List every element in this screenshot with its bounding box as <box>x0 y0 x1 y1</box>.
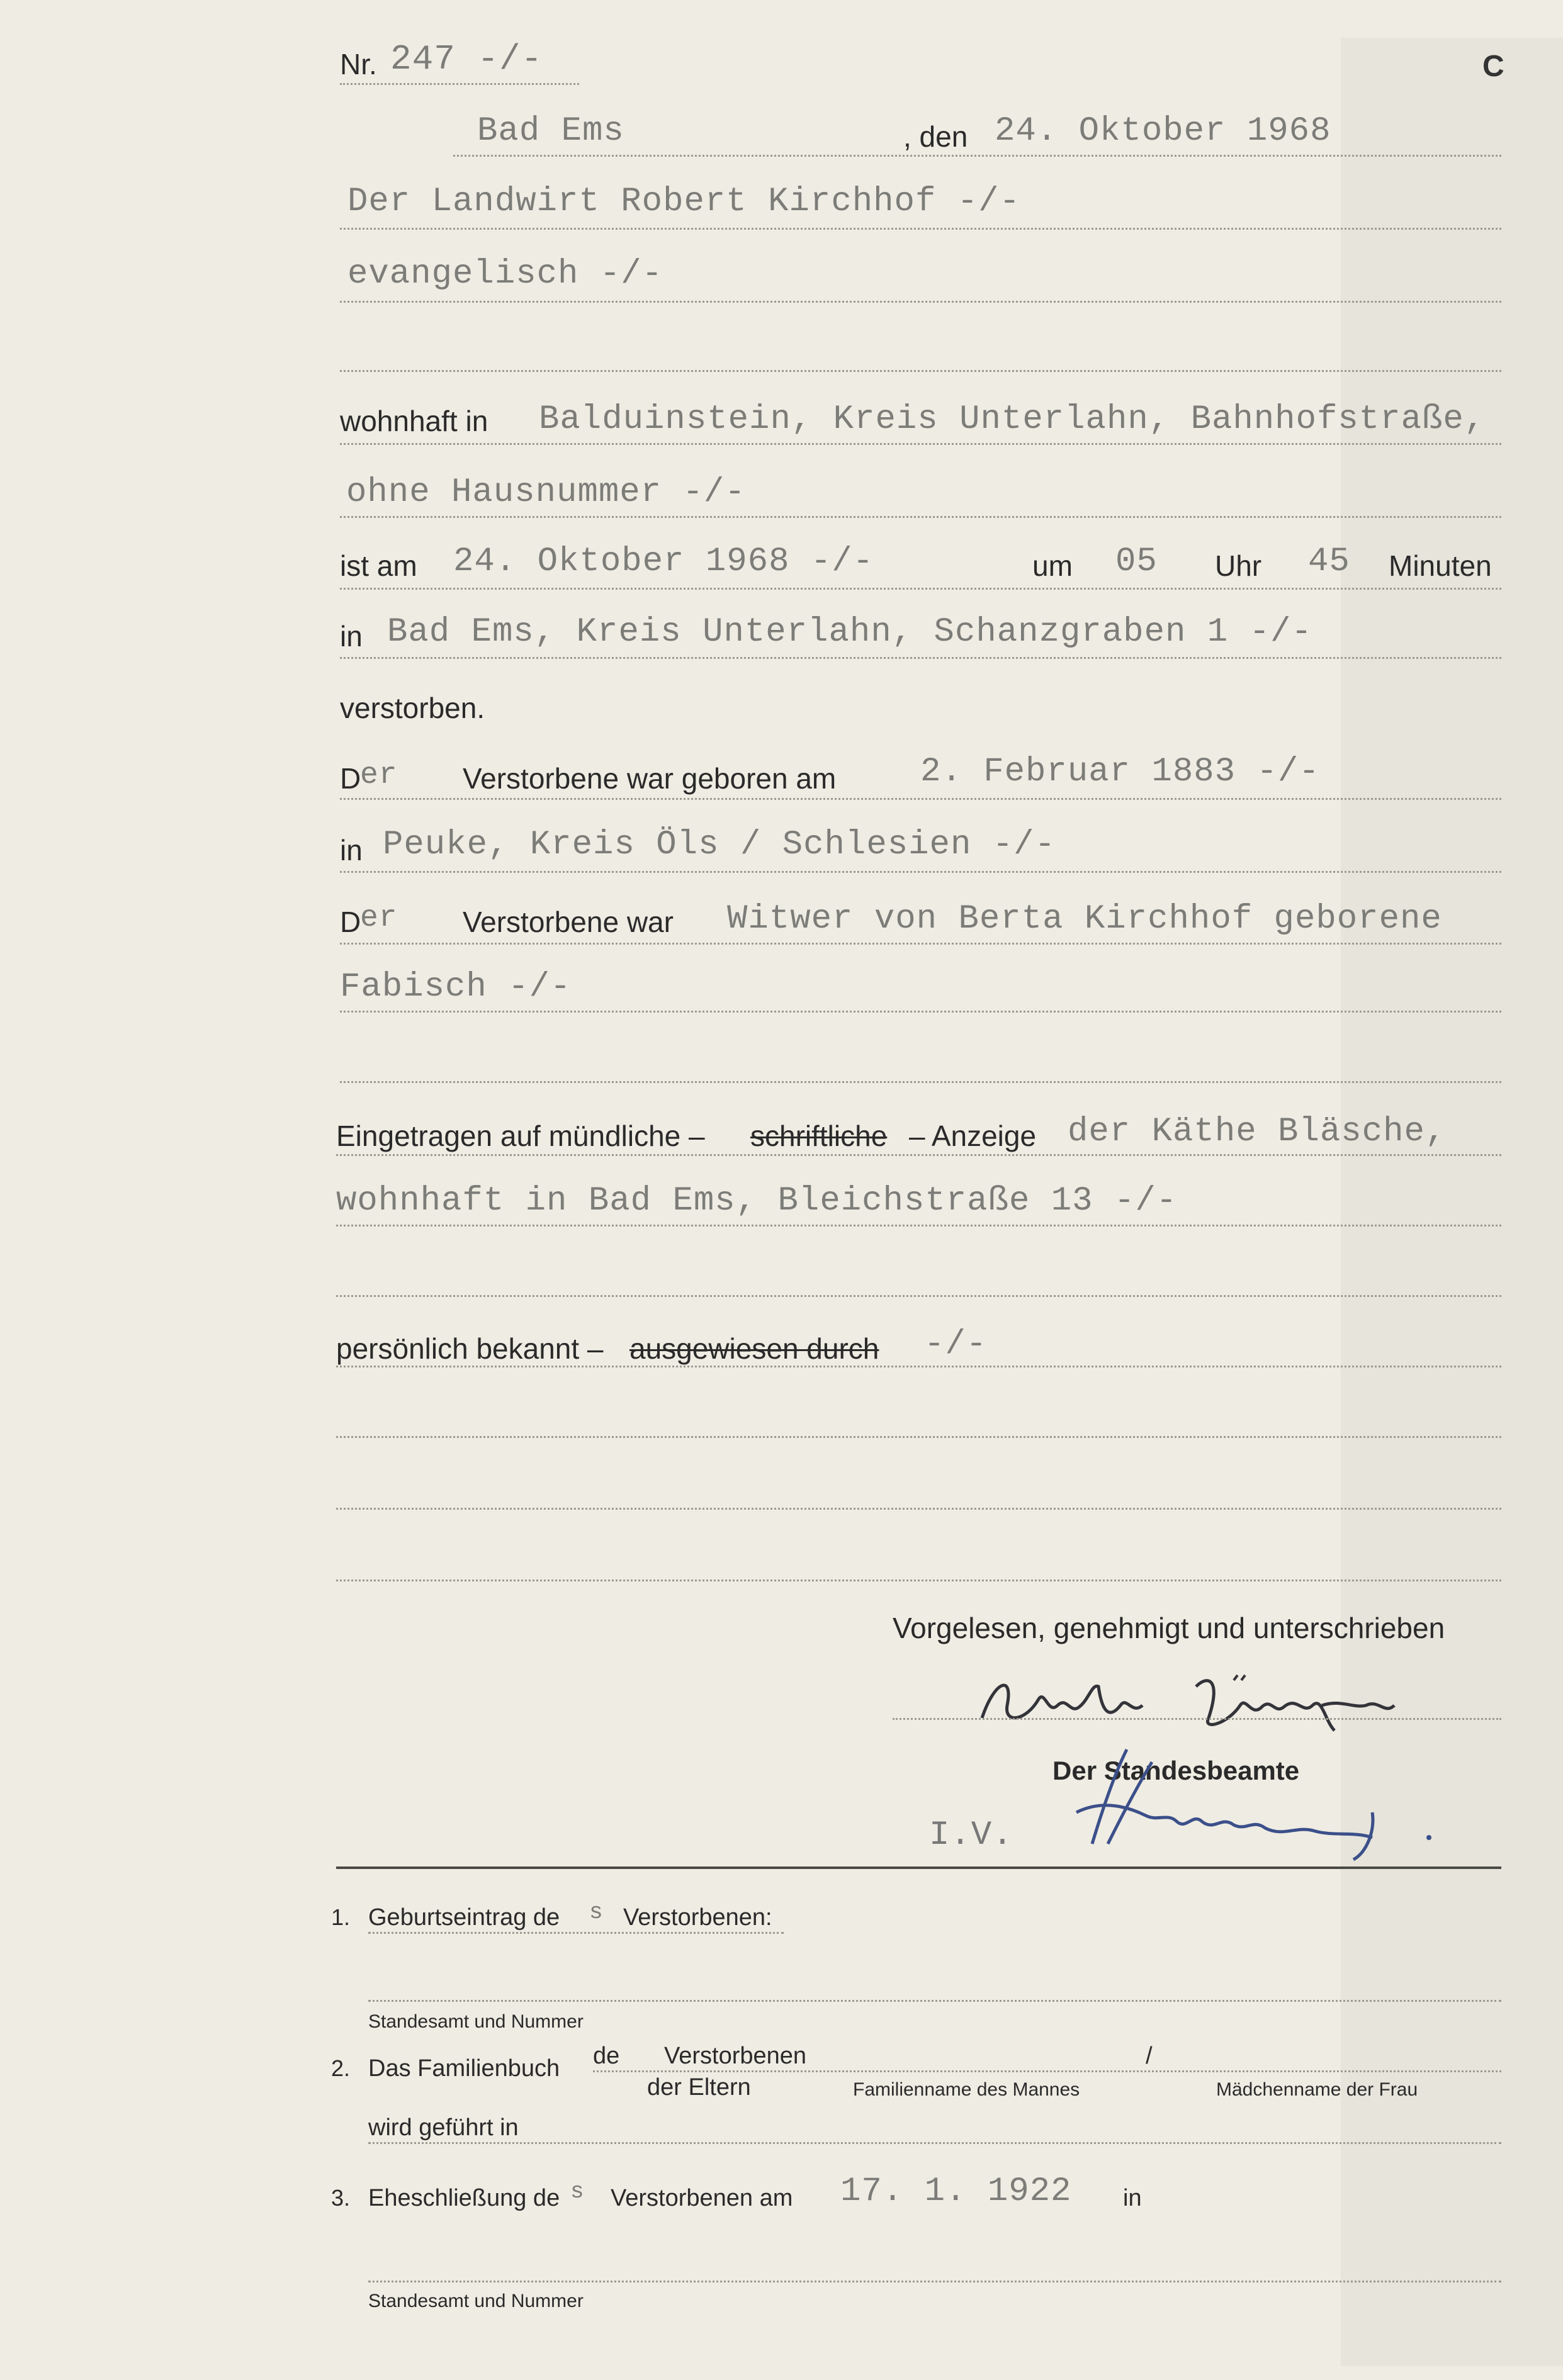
item1-label-underline <box>368 1932 784 1934</box>
line-informant <box>336 1154 1501 1156</box>
item2-de: de <box>593 2043 620 2069</box>
informant-address: wohnhaft in Bad Ems, Bleichstraße 13 -/- <box>336 1182 1178 1220</box>
death-hour: 05 <box>1115 542 1158 581</box>
iv-label: I.V. <box>929 1816 1013 1855</box>
birth-label: Verstorbene war geboren am <box>463 762 837 795</box>
official-signature-image <box>1058 1737 1448 1863</box>
nr-label: Nr. <box>340 48 377 81</box>
place-header: Bad Ems <box>477 112 624 150</box>
item3-in: in <box>1123 2185 1142 2211</box>
header-line <box>453 155 1501 157</box>
religion: evangelisch -/- <box>347 255 663 293</box>
um-label: um <box>1032 549 1073 582</box>
wohnhaft-label: wohnhaft in <box>340 405 488 437</box>
corner-letter: C <box>1482 50 1504 83</box>
known-label: persönlich bekannt – <box>336 1332 604 1365</box>
death-in-label: in <box>340 620 363 653</box>
header-date: 24. Oktober 1968 <box>995 112 1331 150</box>
item1-line <box>368 2000 1501 2002</box>
line-empty-2 <box>340 1081 1501 1083</box>
birth-in-label: in <box>340 834 363 867</box>
item2-wird: wird geführt in <box>368 2114 519 2141</box>
report-label-start: Eingetragen auf mündliche – <box>336 1120 705 1152</box>
informant-name: der Käthe Bläsche, <box>1068 1113 1447 1151</box>
item2-line <box>593 2070 1501 2072</box>
line-birth-place <box>340 871 1501 873</box>
line-empty-4 <box>336 1436 1501 1438</box>
vorgelesen-text: Vorgelesen, genehmigt und unterschrieben <box>893 1612 1445 1644</box>
death-place: Bad Ems, Kreis Unterlahn, Schanzgraben 1 -/- <box>387 613 1312 651</box>
item2-eltern: der Eltern <box>647 2074 751 2101</box>
line-name <box>340 228 1501 230</box>
item3-caption: Standesamt und Nummer <box>368 2291 584 2311</box>
den-label: , den <box>903 120 968 153</box>
line-birth-date <box>340 798 1501 800</box>
line-informant-signature <box>893 1718 1501 1720</box>
item2-caption-woman: Mädchenname der Frau <box>1216 2079 1418 2100</box>
line-known <box>336 1366 1501 1367</box>
item3-label-a: Eheschließung de <box>368 2185 560 2211</box>
birth-place: Peuke, Kreis Öls / Schlesien -/- <box>383 826 1056 864</box>
line-marital-2 <box>340 1011 1501 1013</box>
item1-sup: s <box>589 1899 604 1925</box>
report-label-end: – Anzeige <box>909 1120 1037 1152</box>
marital-der-suffix: er <box>360 901 398 935</box>
report-label-strike: schriftliche <box>750 1120 888 1152</box>
marital-status-1: Witwer von Berta Kirchhof geborene <box>727 900 1442 938</box>
item2-slash: / <box>1146 2043 1153 2069</box>
line-empty-6 <box>336 1580 1501 1581</box>
item3-date: 17. 1. 1922 <box>840 2172 1072 2211</box>
item3-line <box>368 2281 1501 2282</box>
minuten-label: Minuten <box>1389 549 1492 582</box>
item1-label-b: Verstorbenen: <box>623 1904 772 1931</box>
item3-sup: s <box>570 2179 585 2204</box>
line-address-1 <box>340 443 1501 445</box>
item2-verstorbenen: Verstorbenen <box>664 2043 807 2069</box>
standesbeamte-label: Der Standesbeamte <box>1052 1756 1300 1785</box>
birth-der-suffix: er <box>360 758 398 792</box>
marital-der-prefix: D <box>340 906 361 938</box>
name-line: Der Landwirt Robert Kirchhof -/- <box>347 182 1020 221</box>
line-address-2 <box>340 516 1501 518</box>
item2-caption-man: Familienname des Mannes <box>853 2079 1080 2100</box>
line-marital-1 <box>340 943 1501 945</box>
item1-label-a: Geburtseintrag de <box>368 1904 560 1931</box>
separator-line <box>336 1866 1501 1869</box>
address-2: ohne Hausnummer -/- <box>346 473 746 512</box>
uhr-label: Uhr <box>1215 549 1262 582</box>
item1-caption: Standesamt und Nummer <box>368 2011 584 2032</box>
nr-line <box>340 83 579 85</box>
birth-date: 2. Februar 1883 -/- <box>920 753 1320 791</box>
line-empty-1 <box>340 370 1501 372</box>
line-empty-3 <box>336 1295 1501 1297</box>
known-strike: ausgewiesen durch <box>629 1332 879 1365</box>
death-date: 24. Oktober 1968 -/- <box>453 542 874 581</box>
ist-am-label: ist am <box>340 549 417 582</box>
item2-wird-line <box>368 2142 1501 2144</box>
informant-signature-image <box>969 1661 1460 1743</box>
line-death-date <box>340 588 1501 590</box>
marital-label: Verstorbene war <box>463 906 674 938</box>
item2-label: Das Familienbuch <box>368 2055 560 2082</box>
bleed-through-shadow <box>1341 38 1563 2366</box>
address-1: Balduinstein, Kreis Unterlahn, Bahnhofstraße, <box>539 400 1486 439</box>
item3-num: 3. <box>331 2185 351 2211</box>
line-death-place <box>340 657 1501 659</box>
item2-num: 2. <box>331 2055 351 2081</box>
nr-value: 247 -/- <box>390 39 543 79</box>
item3-label-b: Verstorbenen am <box>611 2185 793 2211</box>
verstorben-label: verstorben. <box>340 692 485 724</box>
marital-status-2: Fabisch -/- <box>340 968 572 1006</box>
item1-num: 1. <box>331 1904 351 1930</box>
known-value: -/- <box>924 1325 988 1364</box>
birth-der-prefix: D <box>340 762 361 795</box>
line-empty-5 <box>336 1508 1501 1510</box>
line-informant-address <box>336 1225 1501 1226</box>
line-religion <box>340 301 1501 303</box>
death-minutes: 45 <box>1308 542 1350 581</box>
